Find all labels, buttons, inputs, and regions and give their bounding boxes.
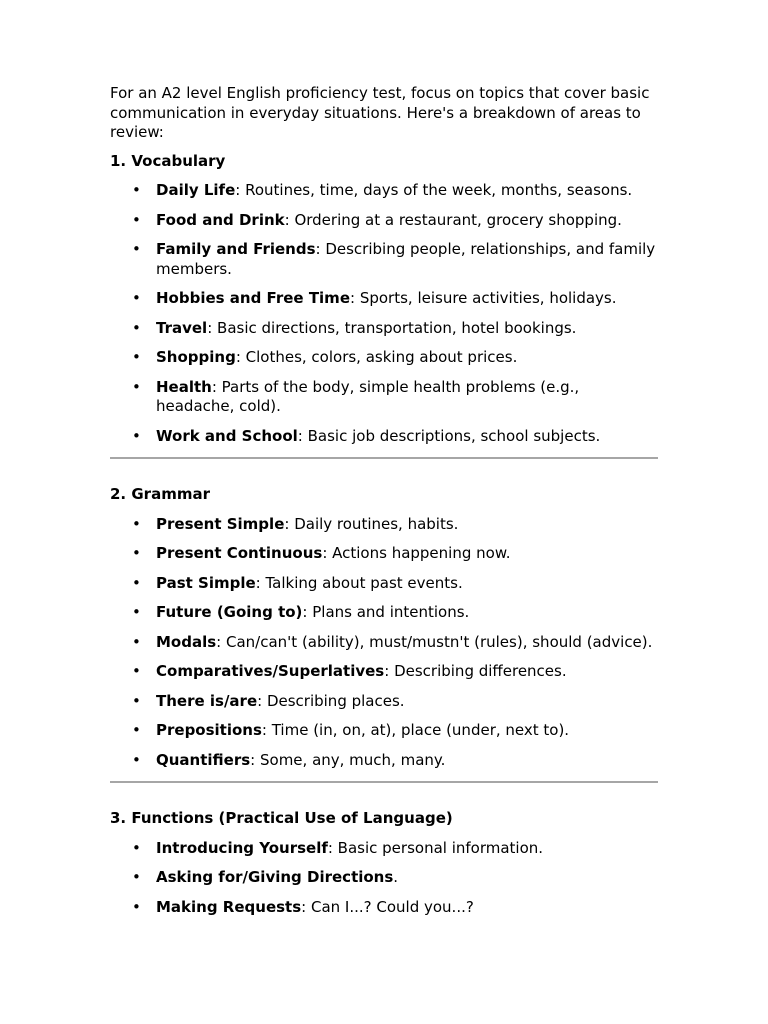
list-item [110, 544, 658, 564]
list-item [110, 721, 658, 741]
item-description: : Ordering at a restaurant, grocery shopping. [284, 210, 622, 229]
bullet-icon: • [132, 603, 141, 621]
list-item [110, 603, 658, 623]
item-term: Quantifiers [156, 750, 251, 769]
bullet-icon: • [132, 662, 141, 680]
bullet-icon: • [132, 897, 141, 916]
bullet-icon: • [132, 632, 141, 651]
bullet-icon: • [132, 210, 141, 229]
list-item [110, 211, 658, 231]
list-item [110, 181, 658, 201]
item-description: : Can/can't (ability), must/mustn't (rules), should (advice). [216, 632, 653, 651]
list-item [110, 574, 658, 594]
list-item [110, 427, 658, 447]
section-heading-vocabulary: 1. Vocabulary [110, 151, 226, 170]
item-description: : Talking about past events. [255, 573, 463, 592]
list-item [110, 751, 658, 771]
bullet-icon: • [132, 750, 141, 769]
item-term: Family and Friends [156, 240, 316, 258]
bullet-icon: • [132, 289, 141, 307]
item-term: Modals [156, 632, 217, 651]
item-term: There is/are [156, 691, 258, 710]
item-term: Present Simple [156, 514, 285, 533]
bullet-icon: • [132, 181, 141, 199]
item-term: Health [156, 377, 212, 396]
list-item [110, 319, 658, 339]
section-heading-functions: 3. Functions (Practical Use of Language) [110, 809, 453, 827]
item-term: Work and School [156, 426, 298, 445]
item-description: : Plans and intentions. [302, 603, 470, 621]
item-term: Food and Drink [156, 210, 285, 229]
item-term: Hobbies and Free Time [156, 289, 350, 307]
bullet-icon: • [132, 514, 141, 533]
bullet-icon: • [132, 426, 141, 445]
item-description: : Describing differences. [384, 662, 567, 680]
grammar-list [110, 515, 658, 771]
item-description: : Can I...? Could you...? [301, 897, 474, 916]
item-term: Travel [156, 318, 208, 337]
list-item [110, 240, 658, 279]
item-description: : Daily routines, habits. [284, 514, 459, 533]
list-item [110, 868, 658, 888]
item-term: Daily Life [156, 181, 236, 199]
list-item [110, 378, 658, 417]
item-description: : Some, any, much, many. [250, 750, 446, 769]
item-description: . [393, 868, 399, 886]
list-item [110, 515, 658, 535]
bullet-icon: • [132, 868, 141, 886]
horizontal-divider [110, 781, 658, 783]
bullet-icon: • [132, 377, 141, 396]
list-item [110, 839, 658, 859]
horizontal-divider [110, 457, 658, 459]
item-term: Comparatives/Superlatives [156, 662, 385, 680]
document-page [110, 84, 658, 917]
item-term: Present Continuous [156, 544, 323, 562]
bullet-icon: • [132, 318, 141, 337]
bullet-icon: • [132, 691, 141, 710]
item-term: Future (Going to) [156, 603, 303, 621]
item-description: : Basic directions, transportation, hotel bookings. [207, 318, 577, 337]
bullet-icon: • [132, 838, 141, 857]
item-term: Asking for/Giving Directions [156, 868, 394, 886]
item-description: : Describing people, relationships, and family members. [156, 240, 656, 278]
item-description: : Basic job descriptions, school subjects. [297, 426, 601, 445]
item-term: Making Requests [156, 897, 302, 916]
list-item [110, 348, 658, 368]
list-item [110, 662, 658, 682]
vocabulary-list [110, 181, 658, 446]
item-description: : Routines, time, days of the week, months, seasons. [235, 181, 633, 199]
item-description: : Actions happening now. [322, 544, 511, 562]
item-term: Prepositions [156, 721, 262, 739]
item-description: : Time (in, on, at), place (under, next to). [261, 721, 570, 739]
bullet-icon: • [132, 240, 141, 258]
bullet-icon: • [132, 573, 141, 592]
list-item [110, 692, 658, 712]
bullet-icon: • [132, 544, 141, 562]
list-item [110, 633, 658, 653]
section-heading-grammar: 2. Grammar [110, 485, 210, 503]
item-term: Shopping [156, 348, 236, 366]
functions-list [110, 839, 658, 918]
item-term: Introducing Yourself [156, 838, 328, 857]
list-item [110, 289, 658, 309]
bullet-icon: • [132, 348, 141, 366]
list-item [110, 898, 658, 918]
item-description: : Sports, leisure activities, holidays. [350, 289, 617, 307]
item-description: : Parts of the body, simple health problems (e.g., headache, cold). [156, 377, 580, 415]
bullet-icon: • [132, 721, 141, 739]
item-description: : Describing places. [257, 691, 405, 710]
item-description: : Clothes, colors, asking about prices. [235, 348, 518, 366]
item-term: Past Simple [156, 573, 256, 592]
item-description: : Basic personal information. [327, 838, 544, 857]
intro-paragraph: For an A2 level English proficiency test, focus on topics that cover basic communication in everyday situations. Here's a breakdown of areas to review: [110, 84, 650, 141]
